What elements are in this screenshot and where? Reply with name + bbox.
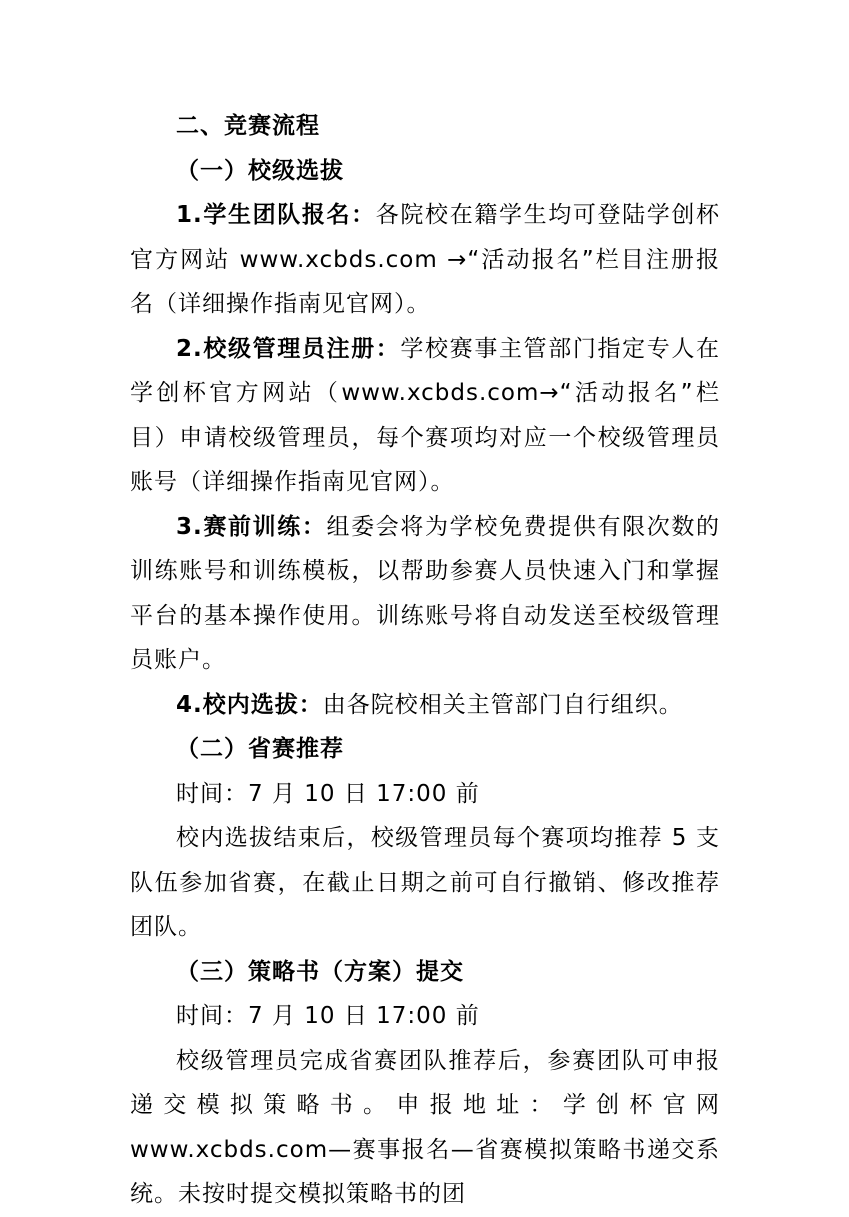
item-1-text: 各院校在籍学生均可登陆学创杯官方网站 www.xcbds.com →“活动报名”栏目注册报名（详细操作指南见官网）。 <box>130 202 720 317</box>
item-1-label: 1.学生团队报名： <box>176 202 376 228</box>
subsection-2-text: 校内选拔结束后，校级管理员每个赛项均推荐 5 支队伍参加省赛，在截止日期之前可自行撤销、修改推荐团队。 <box>130 825 720 940</box>
section-title: 二、竞赛流程 <box>176 113 320 139</box>
paragraph-item-3 <box>130 505 720 683</box>
subsection-heading-1: （一）校级选拔 <box>176 157 344 184</box>
paragraph-item-4 <box>130 683 720 728</box>
subsection-heading-2: （二）省赛推荐 <box>176 736 344 762</box>
paragraph-item-2 <box>130 327 720 505</box>
subsection-3-text: 校级管理员完成省赛团队推荐后，参赛团队可申报递交模拟策略书。申报地址：学创杯官网 www.xcbds.com—赛事报名—省赛模拟策略书递交系统。未按时提交模拟策略书的团 <box>130 1047 720 1207</box>
document-body <box>130 104 720 1217</box>
item-4-label: 4.校内选拔： <box>176 691 323 718</box>
subsection-2-time: 时间：7 月 10 日 17:00 前 <box>176 780 480 807</box>
paragraph-item-1 <box>130 193 720 327</box>
subsection-3-time: 时间：7 月 10 日 17:00 前 <box>176 1003 480 1029</box>
item-2-label: 2.校级管理员注册： <box>176 335 401 362</box>
item-4-text: 由各院校相关主管部门自行组织。 <box>322 691 683 718</box>
item-3-text: 组委会将为学校免费提供有限次数的训练账号和训练模板，以帮助参赛人员快速入门和掌握平台的基本操作使用。训练账号将自动发送至校级管理员账户。 <box>130 513 720 673</box>
item-3-label: 3.赛前训练： <box>176 513 327 540</box>
subsection-heading-3: （三）策略书（方案）提交 <box>176 958 464 985</box>
item-2-text: 学校赛事主管部门指定专人在学创杯官方网站（www.xcbds.com→“活动报名”栏目）申请校级管理员，每个赛项均对应一个校级管理员账号（详细操作指南见官网）。 <box>130 335 720 495</box>
